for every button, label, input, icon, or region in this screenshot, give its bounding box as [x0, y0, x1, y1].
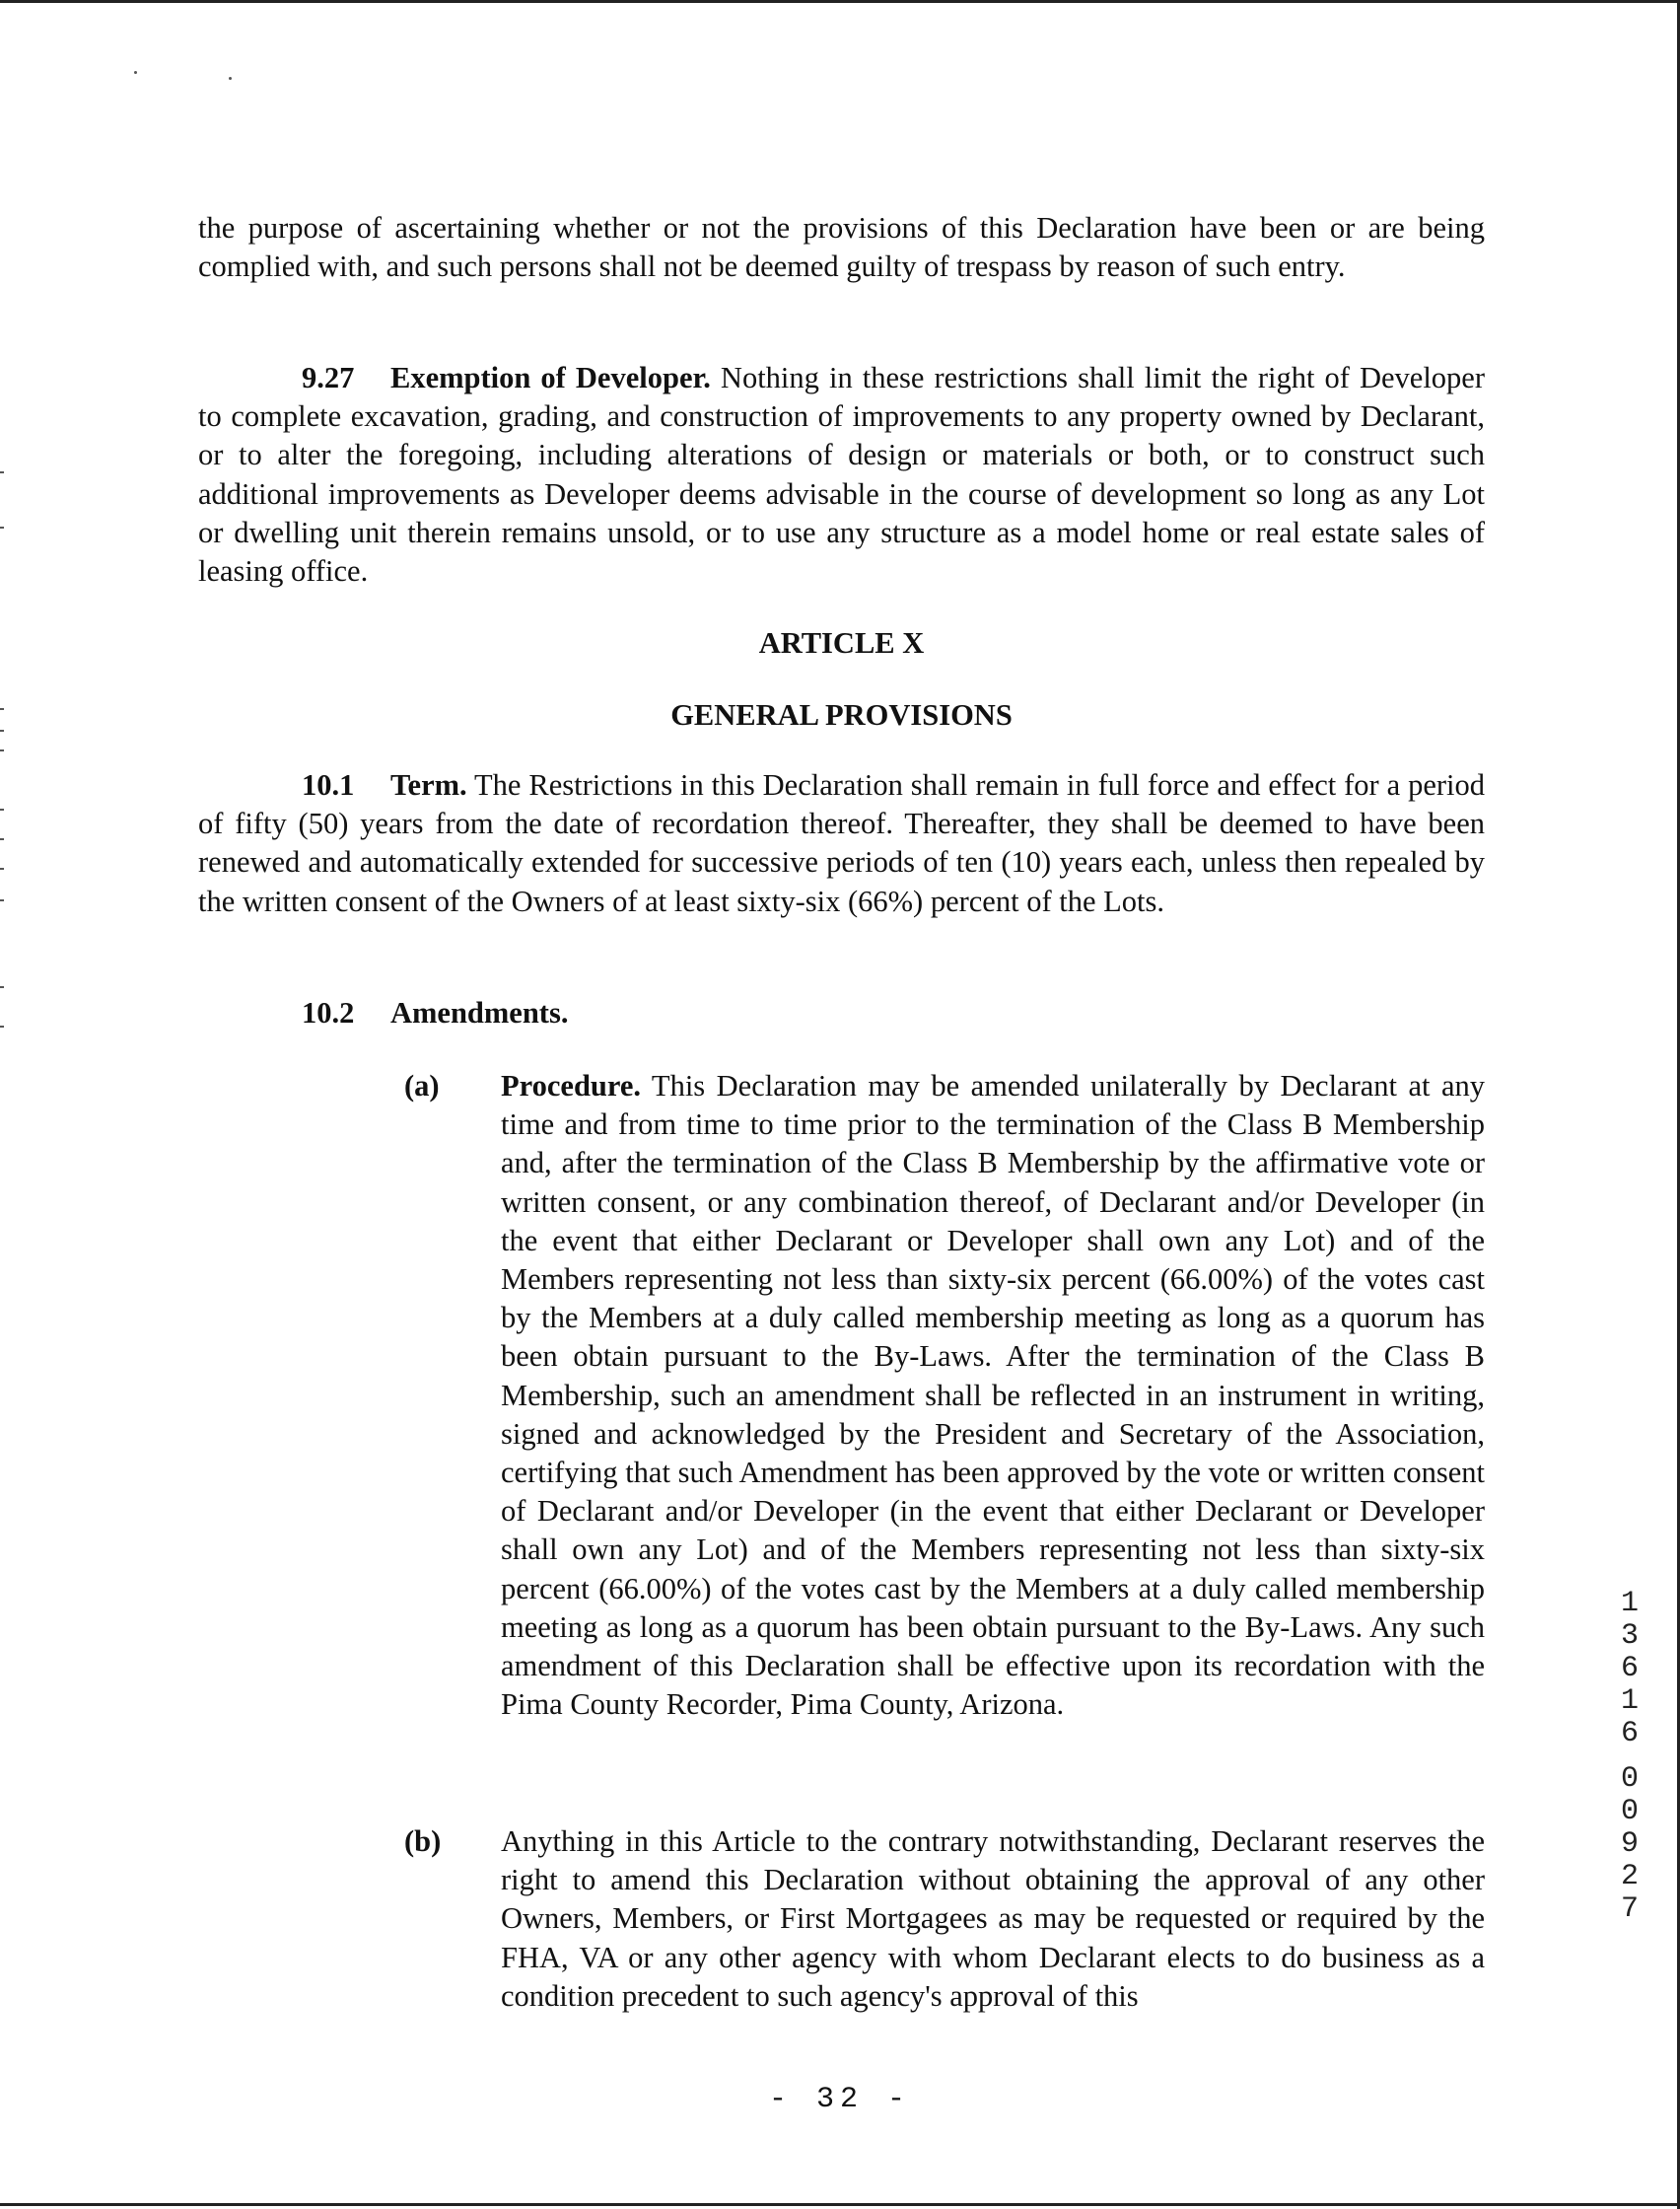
margin-tick [0, 471, 4, 473]
subsection-b-label: (b) [404, 1824, 442, 1858]
margin-tick [0, 986, 4, 988]
section-number: 10.2 [302, 996, 355, 1030]
margin-tick [0, 708, 4, 710]
recording-stamp-page: 00927 [1620, 1762, 1639, 1926]
section-title: Amendments. [390, 996, 569, 1030]
margin-tick [0, 1026, 4, 1028]
continuation-paragraph: the purpose of ascertaining whether or not the provisions of this Declaration have been or are being complied with, and such persons shall not be deemed guilty of trespass by reason of such entry. [198, 211, 1485, 284]
margin-tick [0, 838, 4, 840]
section-number: 9.27 [302, 361, 355, 394]
scan-edge-top [0, 0, 1680, 3]
section-10-1 [198, 766, 1485, 921]
scan-speck [134, 71, 137, 74]
section-10-2 [198, 994, 1485, 1033]
subsection-a [501, 1067, 1485, 1724]
subsection-a-text: This Declaration may be amended unilaterally by Declarant at any time and from time to time prior to the termination of the Class B Membership and, after the termination of the Class B Membership by the affirmative vote or written consent, or any combination thereof, of Declarant and/or Developer (in the event that either Declarant or Developer shall own any Lot) and of the Members representing not less than sixty-six percent (66.00%) of the votes cast by the Members at a duly called membership meeting as long as a quorum has been obtain pursuant to the By-Laws. After the termination of the Class B Membership, such an amendment shall be reflected in an instrument in writing, signed and acknowledged by the President and Secretary of the Association, certifying that such Amendment has been approved by the vote or written consent of Declarant and/or Developer (in the event that either Declarant or Developer shall own any Lot) and of the Members representing not less than sixty-six percent (66.00%) of the votes cast by the Members at a duly called membership meeting as long as a quorum has been obtain pursuant to the By-Laws. Any such amendment of this Declaration shall be effective upon its recordation with the Pima County Recorder, Pima County, Arizona. [501, 1069, 1485, 1722]
section-9-27 [198, 359, 1485, 591]
subsection-b: Anything in this Article to the contrary notwithstanding, Declarant reserves the right to amend this Declaration without obtaining the approval of any other Owners, Members, or First Mortgagees as may be requested or required by the FHA, VA or any other agency with whom Declarant elects to do business as a condition precedent to such agency's approval of this [501, 1824, 1485, 2013]
section-number: 10.1 [302, 768, 355, 802]
margin-tick [0, 899, 4, 901]
page-number: - 32 - [768, 2083, 912, 2116]
section-text: Nothing in these restrictions shall limit the right of Developer to complete excavation, grading, and construction of improvements to any property owned by Declarant, or to alter the foregoing, including alterations of design or materials or both, or to construct such additional improvements as Developer deems advisable in the course of development so long as any Lot or dwelling unit therein remains unsold, or to use any structure as a model home or real estate sales of leasing office. [198, 361, 1486, 589]
recording-stamp-docket: 13616 [1620, 1587, 1639, 1750]
margin-tick [0, 749, 4, 751]
margin-tick [0, 809, 4, 811]
article-heading: ARTICLE X [758, 626, 925, 660]
section-text: The Restrictions in this Declaration shall remain in full force and effect for a period of fifty (50) years from the date of recordation thereof. Thereafter, they shall be deemed to have been renewed and automatically extended for successive periods of ten (10) years each, unless then repealed by the written consent of the Owners of at least sixty-six (66%) percent of the Lots. [198, 768, 1485, 918]
subsection-a-label: (a) [404, 1069, 440, 1103]
article-title: GENERAL PROVISIONS [670, 698, 1013, 732]
subsection-a-title: Procedure. [501, 1069, 642, 1103]
section-title: Term. [390, 768, 467, 802]
margin-tick [0, 527, 4, 529]
section-title: Exemption of Developer. [390, 361, 711, 394]
scan-edge-bottom [0, 2203, 1680, 2206]
scan-speck [229, 77, 232, 80]
margin-tick [0, 730, 4, 732]
margin-tick [0, 868, 4, 870]
